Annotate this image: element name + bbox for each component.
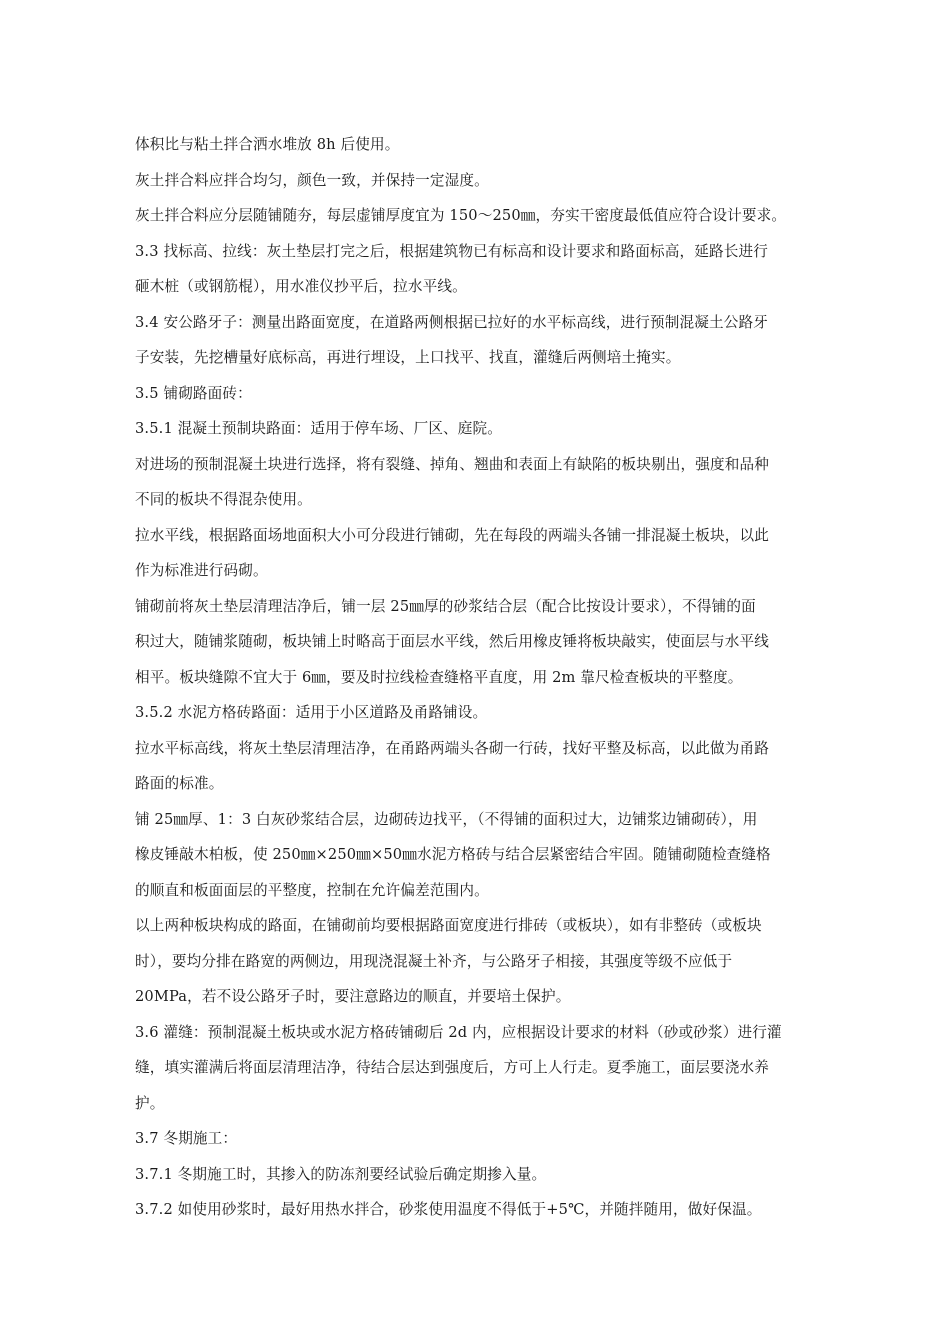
- text-line: 3.7 冬期施工：: [135, 1130, 238, 1147]
- text-line: 3.5.1 混凝土预制块路面：适用于停车场、厂区、庭院。: [135, 420, 503, 437]
- text-line: 灰土拌合料应拌合均匀，颜色一致，并保持一定湿度。: [135, 171, 489, 189]
- text-line: 积过大，随铺浆随砌，板块铺上时略高于面层水平线，然后用橡皮锤将板块敲实，使面层与水平线: [135, 633, 769, 650]
- text-line: 橡皮锤敲木柏板，使 250㎜×250㎜×50㎜水泥方格砖与结合层紧密结合牢固。随铺砌随检查缝格: [135, 846, 771, 863]
- text-line: 子安装，先挖槽量好底标高，再进行埋设，上口找平、找直，灌缝后两侧培土掩实。: [135, 349, 681, 366]
- text-line: 3.3 找标高、拉线：灰土垫层打完之后，根据建筑物已有标高和设计要求和路面标高，延路长进行: [135, 242, 768, 260]
- text-line: 3.7.1 冬期施工时，其掺入的防冻剂要经试验后确定期掺入量。: [135, 1165, 547, 1183]
- text-line: 铺砌前将灰土垫层清理洁净后，铺一层 25㎜厚的砂浆结合层（配合比按设计要求），不得铺的面: [135, 597, 756, 615]
- text-line: 缝，填实灌满后将面层清理洁净，待结合层达到强度后，方可上人行走。夏季施工，面层要浇水养: [135, 1059, 769, 1076]
- text-line: 时），要均分排在路宽的两侧边，用现浇混凝土补齐，与公路牙子相接，其强度等级不应低于: [135, 952, 733, 970]
- text-line: 作为标准进行码砌。: [135, 562, 268, 579]
- text-line: 拉水平标高线，将灰土垫层清理洁净，在甬路两端头各砌一行砖，找好平整及标高，以此做为甬路: [135, 739, 769, 757]
- text-line: 20MPa，若不设公路牙子时，要注意路边的顺直，并要培土保护。: [135, 988, 571, 1005]
- text-line: 相平。板块缝隙不宜大于 6㎜，要及时拉线检查缝格平直度，用 2m 靠尺检查板块的平整度。: [135, 668, 743, 686]
- text-line: 3.4 安公路牙子：测量出路面宽度，在道路两侧根据已拉好的水平标高线，进行预制混凝土公路牙: [135, 313, 768, 331]
- text-line: 体积比与粘土拌合洒水堆放 8h 后使用。: [135, 136, 400, 153]
- text-line: 3.5 铺砌路面砖：: [135, 384, 252, 402]
- document-body: [135, 127, 860, 1228]
- text-line: 以上两种板块构成的路面，在铺砌前均要根据路面宽度进行排砖（或板块），如有非整砖（或板块: [135, 917, 762, 934]
- text-line: 路面的标准。: [135, 775, 224, 792]
- text-line: 砸木桩（或钢筋棍），用水准仪抄平后，拉水平线。: [135, 278, 467, 295]
- text-line: 的顺直和板面面层的平整度，控制在允许偏差范围内。: [135, 881, 489, 899]
- text-line: 铺 25㎜厚、1：3 白灰砂浆结合层，边砌砖边找平，（不得铺的面积过大，边铺浆边铺砌砖），用: [135, 810, 758, 828]
- text-line: 3.5.2 水泥方格砖路面：适用于小区道路及甬路铺设。: [135, 704, 488, 721]
- text-line: 不同的板块不得混杂使用。: [135, 491, 312, 508]
- text-line: 3.7.2 如使用砂浆时，最好用热水拌合，砂浆使用温度不得低于+5℃，并随拌随用，做好保温。: [135, 1201, 762, 1218]
- text-line: 护。: [135, 1094, 165, 1112]
- text-line: 拉水平线，根据路面场地面积大小可分段进行铺砌，先在每段的两端头各铺一排混凝土板块，以此: [135, 526, 769, 544]
- text-line: 3.6 灌缝：预制混凝土板块或水泥方格砖铺砌后 2d 内，应根据设计要求的材料（砂或砂浆）进行灌: [135, 1023, 782, 1041]
- text-line: 对进场的预制混凝土块进行选择，将有裂缝、掉角、翘曲和表面上有缺陷的板块剔出，强度和品种: [135, 455, 769, 473]
- text-line: 灰土拌合料应分层随铺随夯，每层虚铺厚度宜为 150～250㎜，夯实干密度最低值应符合设计要求。: [135, 207, 787, 224]
